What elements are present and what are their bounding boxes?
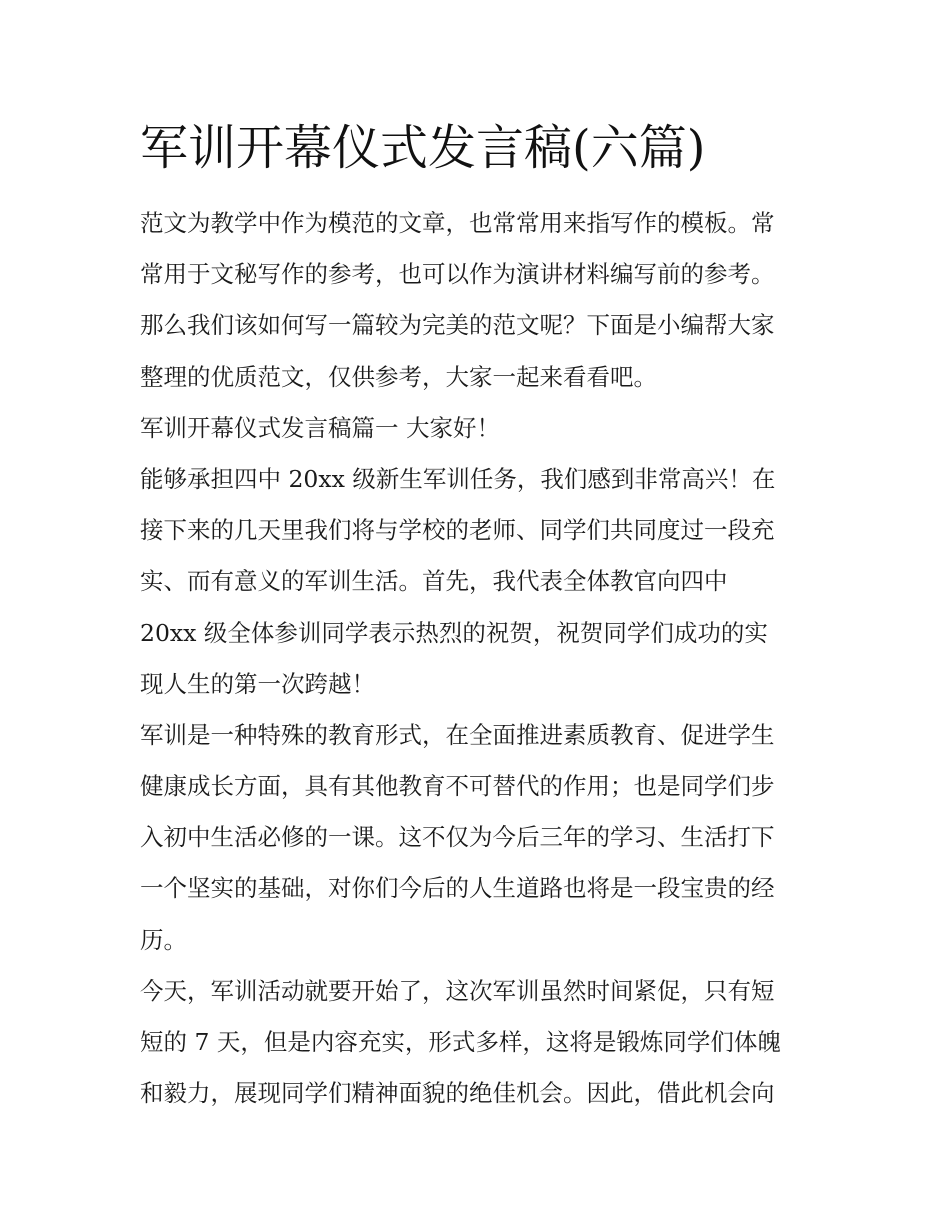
body-line: 那么我们该如何写一篇较为完美的范文呢？下面是小编帮大家	[140, 311, 775, 340]
document-body	[140, 198, 816, 1119]
body-line: 实、而有意义的军训生活。首先，我代表全体教官向四中	[140, 567, 728, 596]
body-line: 20xx 级全体参训同学表示热烈的祝贺，祝贺同学们成功的实	[140, 618, 768, 647]
body-line: 一个坚实的基础，对你们今后的人生道路也将是一段宝贵的经	[140, 874, 775, 903]
body-line: 接下来的几天里我们将与学校的老师、同学们共同度过一段充	[140, 516, 775, 545]
body-line: 常用于文秘写作的参考，也可以作为演讲材料编写前的参考。	[140, 260, 775, 289]
body-line: 现人生的第一次跨越！	[140, 669, 375, 698]
section-heading-line: 军训开幕仪式发言稿篇一 大家好！	[140, 413, 500, 442]
body-line: 整理的优质范文，仅供参考，大家一起来看看吧。	[140, 362, 657, 391]
body-line: 和毅力，展现同学们精神面貌的绝佳机会。因此，借此机会向	[140, 1079, 775, 1108]
body-line: 能够承担四中 20xx 级新生军训任务，我们感到非常高兴！在	[140, 464, 776, 493]
body-line: 健康成长方面，具有其他教育不可替代的作用；也是同学们步	[140, 772, 775, 801]
body-line: 今天，军训活动就要开始了，这次军训虽然时间紧促，只有短	[140, 976, 775, 1005]
body-line: 短的 7 天，但是内容充实，形式多样，这将是锻炼同学们体魄	[140, 1028, 781, 1056]
document-title: 军训开幕仪式发言稿(六篇)	[140, 120, 706, 176]
body-line: 历。	[140, 925, 187, 954]
body-line: 入初中生活必修的一课。这不仅为今后三年的学习、生活打下	[140, 823, 775, 852]
body-line: 军训是一种特殊的教育形式，在全面推进素质教育、促进学生	[140, 720, 775, 749]
body-line: 范文为教学中作为模范的文章，也常常用来指写作的模板。常	[140, 209, 775, 237]
